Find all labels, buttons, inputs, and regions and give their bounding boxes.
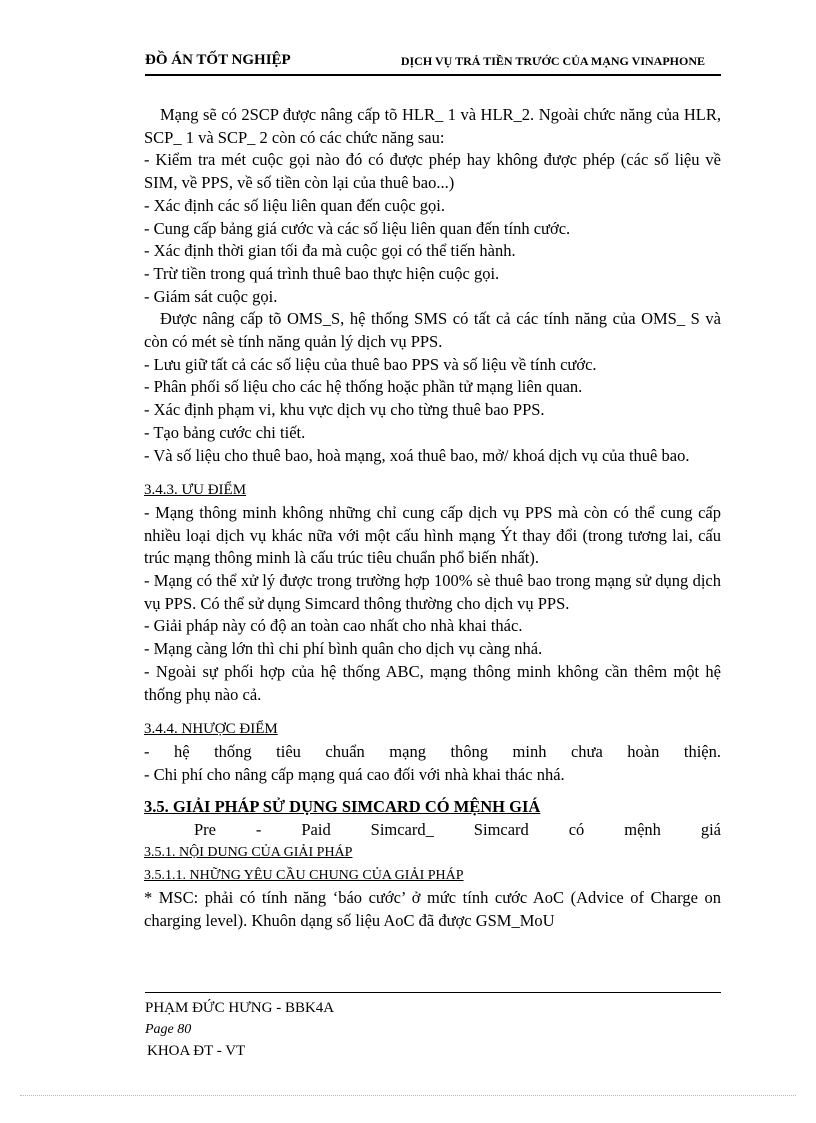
document-body — [144, 104, 721, 933]
list-item: - Trừ tiền trong quá trình thuê bao thực hiện cuộc gọi. — [144, 263, 500, 283]
section-heading-advantages: 3.4.3. ƯU ĐIỂM — [144, 482, 247, 499]
section-heading-disadvantages: 3.4.4. NHƯỢC ĐIỂM — [144, 721, 278, 738]
page-header — [145, 52, 721, 76]
page-bottom-divider — [20, 1095, 796, 1096]
section-heading-general-requirements: 3.5.1.1. NHỮNG YÊU CẦU CHUNG CỦA GIẢI PHÁP — [144, 867, 464, 883]
header-thesis-title: ĐỒ ÁN TỐT NGHIỆP — [145, 52, 291, 68]
footer-page-number: Page 80 — [145, 1022, 192, 1037]
list-item: - Mạng có thể xử lý được trong trường hợp 100% sè thuê bao trong mạng sử dụng dịch vụ PPS. Có thể sử dụng Simcard thông thường cho dịch vụ PPS. — [144, 571, 721, 613]
list-item: - Xác định các số liệu liên quan đến cuộc gọi. — [144, 195, 446, 215]
paragraph-prepaid-simcard: Pre - Paid Simcard_ Simcard có mệnh giá — [194, 820, 721, 840]
list-item: - Mạng càng lớn thì chi phí bình quân cho dịch vụ càng nhá. — [144, 639, 543, 659]
list-item: - Cung cấp bảng giá cước và các số liệu liên quan đến tính cước. — [144, 218, 571, 238]
list-item: - Kiểm tra mét cuộc gọi nào đó có được phép hay không được phép (các số liệu về SIM, về PPS, về số tiền còn lại của thuê bao...) — [144, 150, 721, 193]
page-footer — [145, 992, 721, 1059]
paragraph-sms: Được nâng cấp tõ OMS_S, hệ thống SMS có tất cả các tính năng của OMS_ S và còn có mét sè tính năng quản lý dịch vụ PPS. — [144, 309, 721, 352]
paragraph-scp: Mạng sẽ có 2SCP được nâng cấp tõ HLR_ 1 và HLR_2. Ngoài chức năng của HLR, SCP_ 1 và SCP_ 2 còn có các chức năng sau: — [144, 105, 721, 147]
list-item: - hệ thống tiêu chuẩn mạng thông minh chưa hoàn thiện. — [144, 741, 721, 761]
footer-author: PHẠM ĐỨC HƯNG - BBK4A — [145, 1000, 335, 1016]
list-item: - Chi phí cho nâng cấp mạng quá cao đối với nhà khai thác nhá. — [144, 764, 565, 784]
header-topic-title: DỊCH VỤ TRẢ TIỀN TRƯỚC CỦA MẠNG VINAPHONE — [400, 54, 705, 68]
list-item: - Và số liệu cho thuê bao, hoà mạng, xoá thuê bao, mở/ khoá dịch vụ của thuê bao. — [144, 445, 690, 465]
list-item: - Lưu giữ tất cả các số liệu của thuê bao PPS và số liệu về tính cước. — [144, 354, 597, 374]
list-item: - Ngoài sự phối hợp của hệ thống ABC, mạng thông minh không cần thêm một hệ thống phụ nào cả. — [144, 661, 721, 704]
list-item: - Xác định phạm vi, khu vực dịch vụ cho từng thuê bao PPS. — [144, 400, 545, 420]
list-item: - Giám sát cuộc gọi. — [144, 286, 278, 306]
list-item: - Phân phối số liệu cho các hệ thống hoặc phần tử mạng liên quan. — [144, 377, 583, 397]
list-item: - Xác định thời gian tối đa mà cuộc gọi có thể tiến hành. — [144, 241, 516, 261]
paragraph-msc: * MSC: phải có tính năng ‘báo cước’ ở mức tính cước AoC (Advice of Charge on charging level). Khuôn dạng số liệu AoC đã được GSM_MoU — [144, 888, 721, 930]
footer-department: KHOA ĐT - VT — [147, 1043, 246, 1059]
list-item: - Tạo bảng cước chi tiết. — [144, 422, 306, 442]
list-item: - Giải pháp này có độ an toàn cao nhất cho nhà khai thác. — [144, 616, 523, 636]
section-heading-solution-content: 3.5.1. NỘI DUNG CỦA GIẢI PHÁP — [144, 844, 353, 860]
section-heading-simcard-solution: 3.5. GIẢI PHÁP SỬ DỤNG SIMCARD CÓ MỆNH GIÁ — [144, 797, 541, 817]
list-item: - Mạng thông minh không những chỉ cung cấp dịch vụ PPS mà còn có thể cung cấp nhiều loại dịch vụ khác nữa với một cấu hình mạng Ýt thay đổi (trong tương lai, cấu trúc mạng thông minh là cấu trúc tiêu chuẩn phổ biến nhất). — [144, 502, 721, 568]
